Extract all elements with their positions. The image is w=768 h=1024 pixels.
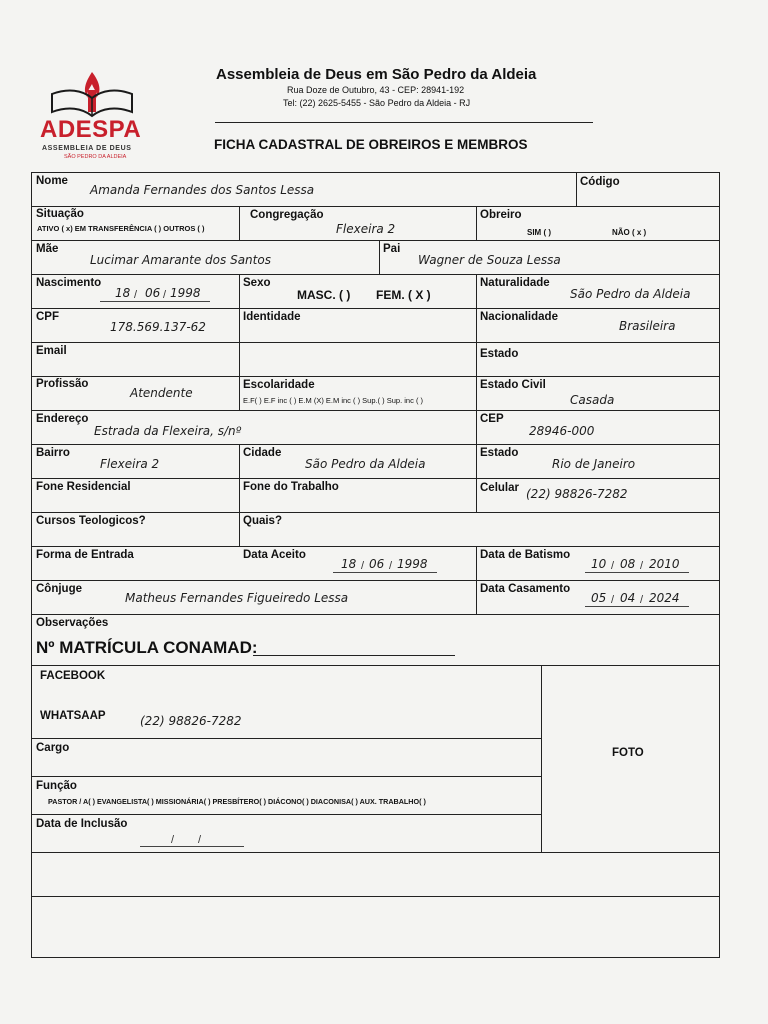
row-divider [31, 444, 720, 445]
col-divider [379, 240, 380, 274]
row-divider [31, 512, 720, 513]
col-divider [239, 444, 240, 546]
whatsapp-label: WHATSAAP [40, 710, 106, 722]
profissao-label: Profissão [36, 378, 89, 390]
row-divider [31, 614, 720, 615]
nome-value[interactable]: Amanda Fernandes dos Santos Lessa [90, 183, 315, 197]
congregacao-label: Congregação [250, 209, 324, 221]
estado-civil-label: Estado Civil [480, 379, 546, 391]
row-divider [31, 274, 720, 275]
date-separator: / [198, 834, 202, 846]
conjuge-label: Cônjuge [36, 583, 82, 595]
escolaridade-options[interactable]: E.F( ) E.F inc ( ) E.M (X) E.M inc ( ) Sup.( ) Sup. inc ( ) [243, 396, 424, 405]
date-underline [140, 846, 244, 847]
sexo-label: Sexo [243, 277, 271, 289]
col-divider [541, 665, 542, 852]
logo-subtitle: ASSEMBLEIA DE DEUS [42, 145, 132, 152]
forma-entrada-label: Forma de Entrada [36, 549, 134, 561]
col-divider [239, 274, 240, 376]
matricula-label: Nº MATRÍCULA CONAMAD: [36, 638, 258, 657]
data-casamento-label: Data Casamento [480, 583, 571, 595]
date-separator: / [611, 560, 615, 572]
obreiro-nao-option[interactable]: NÃO ( x ) [612, 228, 647, 237]
bairro-value[interactable]: Flexeira 2 [100, 457, 160, 471]
situacao-label: Situação [36, 208, 84, 220]
cidade-value[interactable]: São Pedro da Aldeia [305, 457, 426, 471]
church-phone: Tel: (22) 2625-5455 - São Pedro da Aldeia - RJ [283, 98, 471, 108]
mae-value[interactable]: Lucimar Amarante dos Santos [90, 253, 271, 267]
celular-value[interactable]: (22) 98826-7282 [526, 487, 628, 501]
nome-label: Nome [36, 175, 68, 187]
date-separator: / [640, 594, 644, 606]
data-aceito-date[interactable] [333, 557, 437, 573]
cursos-label: Cursos Teologicos? [36, 515, 146, 527]
header-rule [215, 122, 593, 123]
row-divider [31, 240, 720, 241]
date-month: 06 [369, 557, 385, 571]
date-underline [585, 572, 689, 573]
cargo-label: Cargo [36, 742, 70, 754]
date-year: 2010 [649, 557, 680, 571]
date-underline [585, 606, 689, 607]
naturalidade-label: Naturalidade [480, 277, 550, 289]
adespa-logo [36, 66, 148, 166]
cep-label: CEP [480, 413, 504, 425]
conjuge-value[interactable]: Matheus Fernandes Figueiredo Lessa [125, 591, 349, 605]
cidade-label: Cidade [243, 447, 282, 459]
date-month: 04 [620, 591, 636, 605]
nascimento-date[interactable] [100, 286, 210, 302]
church-title: Assembleia de Deus em São Pedro da Aldeia [216, 66, 537, 83]
col-divider [476, 376, 477, 444]
escolaridade-label: Escolaridade [243, 379, 315, 391]
row-divider [31, 738, 541, 739]
date-separator: / [171, 834, 175, 846]
col-divider [239, 376, 240, 410]
row-divider [31, 308, 720, 309]
date-year: 1998 [170, 286, 201, 300]
masc-option[interactable]: MASC. ( ) [297, 288, 351, 302]
email-label: Email [36, 345, 67, 357]
date-year: 2024 [649, 591, 680, 605]
obreiro-sim-option[interactable]: SIM ( ) [527, 228, 551, 237]
data-aceito-label: Data Aceito [243, 549, 306, 561]
estado-label-1: Estado [480, 348, 519, 360]
endereco-label: Endereço [36, 413, 89, 425]
date-month: 06 [145, 286, 161, 300]
endereco-value[interactable]: Estrada da Flexeira, s/nº [94, 424, 242, 438]
matricula-line[interactable] [253, 655, 455, 656]
data-batismo-label: Data de Batismo [480, 549, 571, 561]
row-divider [31, 665, 720, 666]
data-inclusao-label: Data de Inclusão [36, 818, 128, 830]
estado-label-2: Estado [480, 447, 519, 459]
nascimento-label: Nascimento [36, 277, 102, 289]
row-divider [31, 814, 541, 815]
estado-value[interactable]: Rio de Janeiro [552, 457, 636, 471]
nacionalidade-value[interactable]: Brasileira [619, 319, 676, 333]
date-underline [100, 301, 210, 302]
row-divider [31, 776, 541, 777]
date-separator: / [163, 289, 167, 301]
row-divider [31, 410, 720, 411]
col-divider [476, 274, 477, 342]
col-divider [476, 546, 477, 614]
pai-value[interactable]: Wagner de Souza Lessa [418, 253, 561, 267]
row-divider [31, 478, 720, 479]
cep-value[interactable]: 28946-000 [529, 424, 595, 438]
date-separator: / [361, 560, 365, 572]
congregacao-value[interactable]: Flexeira 2 [336, 222, 396, 236]
foto-label: FOTO [612, 747, 644, 759]
date-day: 05 [591, 591, 607, 605]
logo-subtitle-2: SÃO PEDRO DA ALDEIA [64, 154, 127, 160]
nacionalidade-label: Nacionalidade [480, 311, 558, 323]
date-day: 18 [341, 557, 357, 571]
pai-label: Pai [383, 243, 401, 255]
date-day: 10 [591, 557, 607, 571]
date-separator: / [134, 289, 138, 301]
row-divider [31, 580, 720, 581]
estado-civil-value[interactable]: Casada [570, 393, 615, 407]
whatsapp-value[interactable]: (22) 98826-7282 [140, 714, 242, 728]
celular-label: Celular [480, 482, 519, 494]
church-address: Rua Doze de Outubro, 43 - CEP: 28941-192 [287, 85, 465, 95]
date-underline [333, 572, 437, 573]
fem-option[interactable]: FEM. ( X ) [376, 288, 431, 302]
row-divider [31, 206, 720, 207]
date-separator: / [640, 560, 644, 572]
date-year: 1998 [397, 557, 428, 571]
col-divider [476, 342, 477, 376]
data-inclusao-date[interactable] [140, 833, 244, 849]
codigo-label: Código [580, 176, 620, 188]
profissao-value[interactable]: Atendente [130, 386, 193, 400]
bairro-label: Bairro [36, 447, 70, 459]
funcao-options[interactable]: PASTOR / A( ) EVANGELISTA( ) MISSIONÁRIA( ) PRESBÍTERO( ) DIÁCONO( ) DIACONISA( ) AUX. TRABALHO( ) [48, 797, 426, 806]
date-month: 08 [620, 557, 636, 571]
obreiro-label: Obreiro [480, 209, 522, 221]
col-divider [576, 172, 577, 206]
fone-trabalho-label: Fone do Trabalho [243, 481, 339, 493]
col-divider [476, 444, 477, 512]
col-divider [476, 206, 477, 240]
row-divider [31, 546, 720, 547]
data-batismo-date[interactable] [585, 557, 689, 573]
quais-label: Quais? [243, 515, 282, 527]
cpf-value[interactable]: 178.569.137-62 [110, 320, 206, 334]
mae-label: Mãe [36, 243, 59, 255]
date-separator: / [611, 594, 615, 606]
row-divider [31, 852, 720, 853]
identidade-label: Identidade [243, 311, 301, 323]
situacao-options[interactable]: ATIVO ( x) EM TRANSFERÊNCIA ( ) OUTROS ( ) [37, 224, 205, 233]
facebook-label: FACEBOOK [40, 670, 106, 682]
naturalidade-value[interactable]: São Pedro da Aldeia [570, 287, 691, 301]
fone-residencial-label: Fone Residencial [36, 481, 131, 493]
data-casamento-date[interactable] [585, 591, 689, 607]
col-divider [239, 206, 240, 240]
row-divider [31, 342, 720, 343]
date-separator: / [389, 560, 393, 572]
row-divider [31, 896, 720, 897]
funcao-label: Função [36, 780, 77, 792]
logo-text: ADESPA [40, 116, 142, 143]
row-divider [31, 376, 720, 377]
observacoes-label: Observações [36, 617, 109, 629]
date-day: 18 [115, 286, 131, 300]
form-title: FICHA CADASTRAL DE OBREIROS E MEMBROS [214, 137, 528, 152]
cpf-label: CPF [36, 311, 59, 323]
